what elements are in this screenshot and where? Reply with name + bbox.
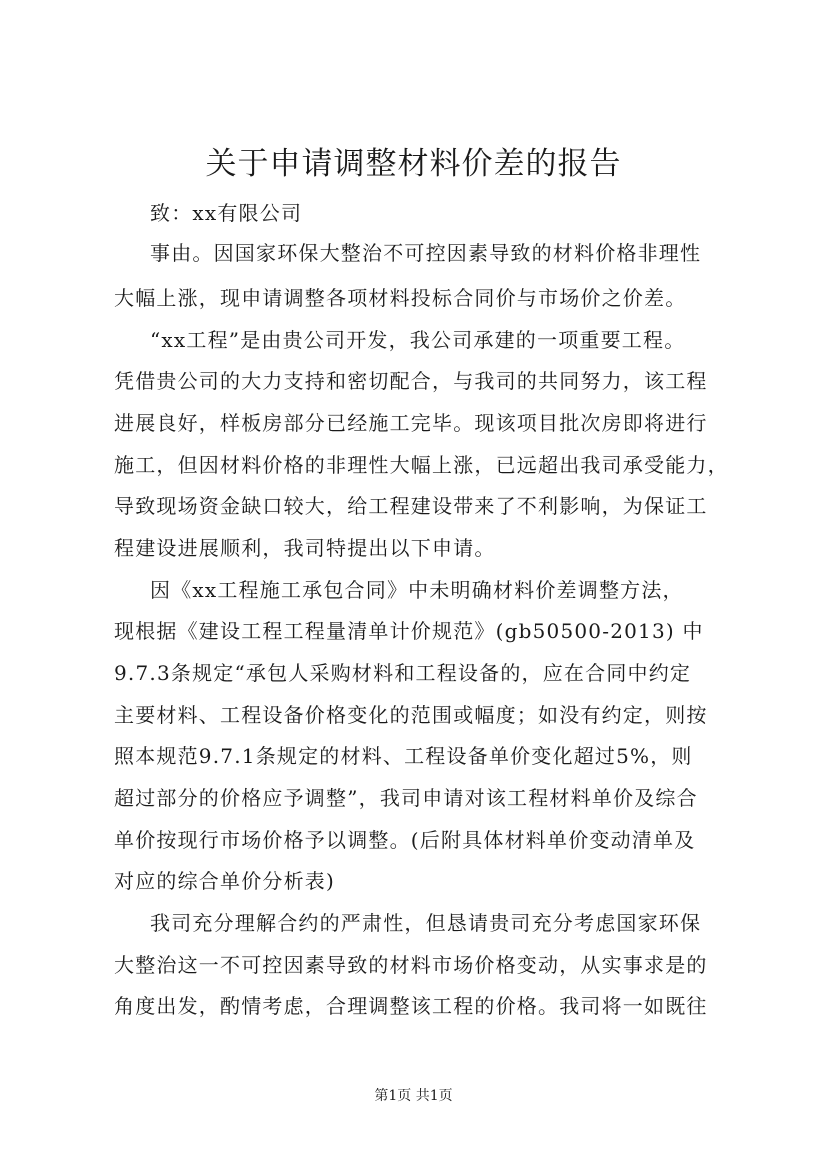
paragraph-line: 施工，但因材料价格的非理性大幅上涨，已远超出我司承受能力，: [114, 453, 729, 477]
paragraph-line: 现根据《建设工程工程量清单计价规范》(gb50500-2013) 中: [114, 619, 704, 643]
paragraph-line: 因《xx工程施工承包合同》中未明确材料价差调整方法，: [150, 578, 684, 602]
document-title: 关于申请调整材料价差的报告: [205, 146, 622, 182]
paragraph-line: 导致现场资金缺口较大，给工程建设带来了不利影响，为保证工: [114, 494, 708, 518]
paragraph-line: 对应的综合单价分析表): [114, 869, 336, 893]
paragraph-line: 照本规范9.7.1条规定的材料、工程设备单价变化超过5%，则: [114, 744, 693, 768]
salutation-line: 致：xx有限公司: [150, 201, 303, 225]
paragraph-line: 大幅上涨，现申请调整各项材料投标合同价与市场价之价差。: [114, 286, 687, 310]
paragraph-line: 我司充分理解合约的严肃性，但恳请贵司充分考虑国家环保: [150, 911, 702, 935]
paragraph-line: 超过部分的价格应予调整”，我司申请对该工程材料单价及综合: [114, 786, 698, 810]
paragraph-line: 进展良好，样板房部分已经施工完毕。现该项目批次房即将进行: [114, 411, 708, 435]
page-number-footer: 第1页 共1页: [374, 1088, 453, 1104]
paragraph-line: 大整治这一不可控因素导致的材料市场价格变动，从实事求是的: [114, 953, 708, 977]
paragraph-line: “xx工程”是由贵公司开发，我公司承建的一项重要工程。: [150, 328, 686, 352]
paragraph-line: 角度出发，酌情考虑，合理调整该工程的价格。我司将一如既往: [114, 994, 708, 1018]
paragraph-line: 凭借贵公司的大力支持和密切配合，与我司的共同努力，该工程: [114, 369, 708, 393]
paragraph-line: 事由。因国家环保大整治不可控因素导致的材料价格非理性: [150, 241, 702, 265]
paragraph-line: 主要材料、工程设备价格变化的范围或幅度；如没有约定，则按: [114, 703, 708, 727]
paragraph-line: 单价按现行市场价格予以调整。(后附具体材料单价变动清单及: [114, 828, 696, 852]
paragraph-line: 9.7.3条规定“承包人采购材料和工程设备的，应在合同中约定: [114, 661, 692, 685]
paragraph-line: 程建设进展顺利，我司特提出以下申请。: [114, 536, 496, 560]
